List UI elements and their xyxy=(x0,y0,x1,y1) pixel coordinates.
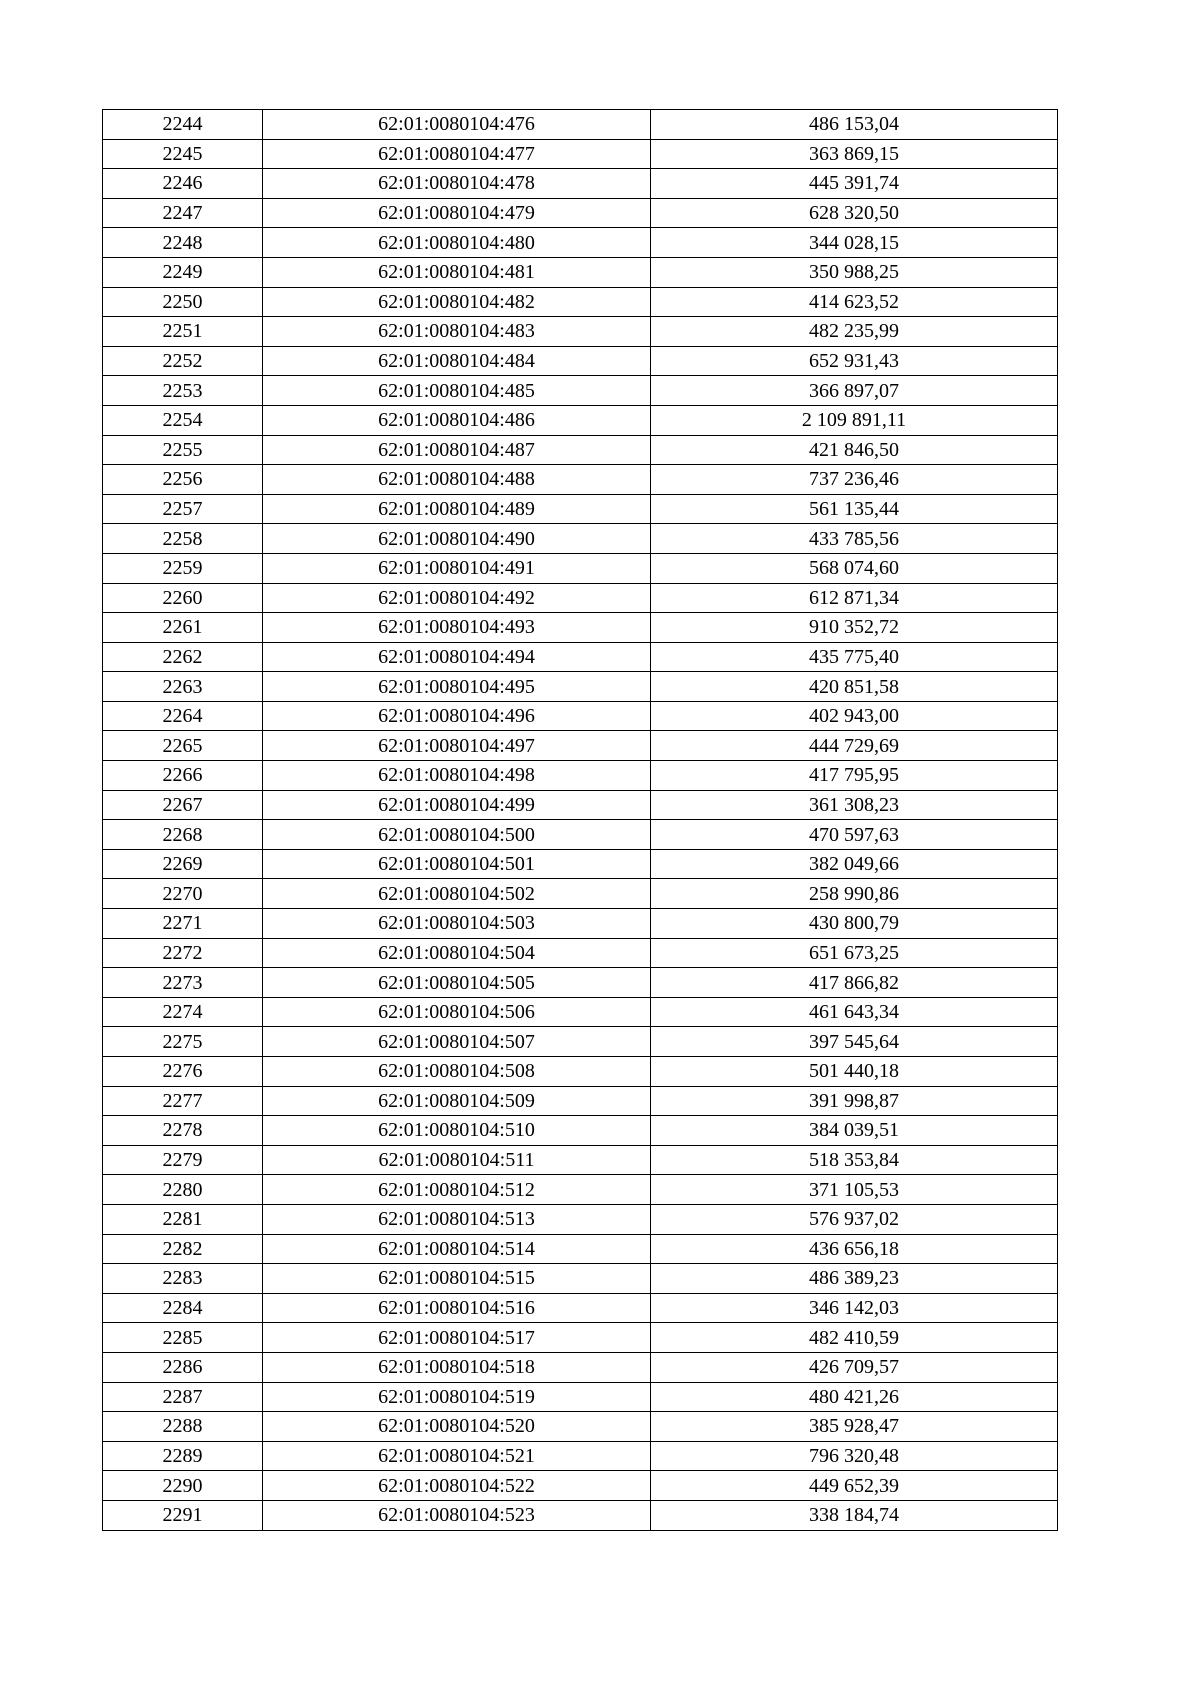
row-number-cell: 2252 xyxy=(103,346,263,376)
table-row xyxy=(103,1027,1058,1057)
cadastral-number-cell: 62:01:0080104:477 xyxy=(263,139,651,169)
cadastral-number-cell: 62:01:0080104:495 xyxy=(263,672,651,702)
cadastral-value-cell: 361 308,23 xyxy=(651,790,1058,820)
row-number-cell: 2260 xyxy=(103,583,263,613)
cadastral-value-cell: 363 869,15 xyxy=(651,139,1058,169)
table-row xyxy=(103,1500,1058,1530)
cadastral-number-cell: 62:01:0080104:517 xyxy=(263,1323,651,1353)
table-row xyxy=(103,465,1058,495)
row-number-cell: 2291 xyxy=(103,1500,263,1530)
cadastral-value-cell: 436 656,18 xyxy=(651,1234,1058,1264)
table-row xyxy=(103,909,1058,939)
table-row xyxy=(103,169,1058,199)
row-number-cell: 2264 xyxy=(103,701,263,731)
cadastral-value-cell: 417 795,95 xyxy=(651,761,1058,791)
row-number-cell: 2247 xyxy=(103,198,263,228)
table-row xyxy=(103,317,1058,347)
table-row xyxy=(103,731,1058,761)
cadastral-value-table xyxy=(102,109,1058,1531)
table-row xyxy=(103,1086,1058,1116)
row-number-cell: 2271 xyxy=(103,909,263,939)
table-row xyxy=(103,435,1058,465)
cadastral-number-cell: 62:01:0080104:488 xyxy=(263,465,651,495)
row-number-cell: 2262 xyxy=(103,642,263,672)
cadastral-value-cell: 384 039,51 xyxy=(651,1116,1058,1146)
table-row xyxy=(103,139,1058,169)
table-row xyxy=(103,110,1058,140)
cadastral-number-cell: 62:01:0080104:520 xyxy=(263,1412,651,1442)
table-row xyxy=(103,1116,1058,1146)
row-number-cell: 2275 xyxy=(103,1027,263,1057)
table-row xyxy=(103,1234,1058,1264)
cadastral-number-cell: 62:01:0080104:497 xyxy=(263,731,651,761)
row-number-cell: 2288 xyxy=(103,1412,263,1442)
row-number-cell: 2258 xyxy=(103,524,263,554)
cadastral-number-cell: 62:01:0080104:486 xyxy=(263,405,651,435)
cadastral-value-cell: 445 391,74 xyxy=(651,169,1058,199)
row-number-cell: 2279 xyxy=(103,1145,263,1175)
cadastral-number-cell: 62:01:0080104:510 xyxy=(263,1116,651,1146)
cadastral-value-cell: 796 320,48 xyxy=(651,1441,1058,1471)
table-row xyxy=(103,1352,1058,1382)
row-number-cell: 2280 xyxy=(103,1175,263,1205)
table-row xyxy=(103,1382,1058,1412)
cadastral-number-cell: 62:01:0080104:521 xyxy=(263,1441,651,1471)
row-number-cell: 2246 xyxy=(103,169,263,199)
row-number-cell: 2257 xyxy=(103,494,263,524)
table-row xyxy=(103,879,1058,909)
table-row xyxy=(103,701,1058,731)
cadastral-number-cell: 62:01:0080104:492 xyxy=(263,583,651,613)
row-number-cell: 2282 xyxy=(103,1234,263,1264)
cadastral-value-cell: 385 928,47 xyxy=(651,1412,1058,1442)
table-row xyxy=(103,228,1058,258)
cadastral-value-cell: 501 440,18 xyxy=(651,1057,1058,1087)
cadastral-number-cell: 62:01:0080104:480 xyxy=(263,228,651,258)
table-row xyxy=(103,820,1058,850)
table-row xyxy=(103,1293,1058,1323)
row-number-cell: 2270 xyxy=(103,879,263,909)
cadastral-number-cell: 62:01:0080104:499 xyxy=(263,790,651,820)
row-number-cell: 2254 xyxy=(103,405,263,435)
cadastral-number-cell: 62:01:0080104:519 xyxy=(263,1382,651,1412)
cadastral-number-cell: 62:01:0080104:500 xyxy=(263,820,651,850)
cadastral-number-cell: 62:01:0080104:505 xyxy=(263,968,651,998)
cadastral-value-cell: 417 866,82 xyxy=(651,968,1058,998)
cadastral-number-cell: 62:01:0080104:518 xyxy=(263,1352,651,1382)
row-number-cell: 2283 xyxy=(103,1264,263,1294)
row-number-cell: 2277 xyxy=(103,1086,263,1116)
cadastral-value-cell: 420 851,58 xyxy=(651,672,1058,702)
cadastral-value-cell: 910 352,72 xyxy=(651,613,1058,643)
row-number-cell: 2281 xyxy=(103,1204,263,1234)
row-number-cell: 2245 xyxy=(103,139,263,169)
row-number-cell: 2284 xyxy=(103,1293,263,1323)
row-number-cell: 2256 xyxy=(103,465,263,495)
cadastral-number-cell: 62:01:0080104:496 xyxy=(263,701,651,731)
cadastral-value-cell: 482 410,59 xyxy=(651,1323,1058,1353)
cadastral-number-cell: 62:01:0080104:511 xyxy=(263,1145,651,1175)
cadastral-number-cell: 62:01:0080104:490 xyxy=(263,524,651,554)
cadastral-value-cell: 402 943,00 xyxy=(651,701,1058,731)
table-row xyxy=(103,346,1058,376)
row-number-cell: 2285 xyxy=(103,1323,263,1353)
row-number-cell: 2251 xyxy=(103,317,263,347)
table-row xyxy=(103,938,1058,968)
row-number-cell: 2267 xyxy=(103,790,263,820)
row-number-cell: 2259 xyxy=(103,553,263,583)
row-number-cell: 2249 xyxy=(103,257,263,287)
row-number-cell: 2250 xyxy=(103,287,263,317)
cadastral-value-cell: 470 597,63 xyxy=(651,820,1058,850)
cadastral-number-cell: 62:01:0080104:508 xyxy=(263,1057,651,1087)
cadastral-number-cell: 62:01:0080104:503 xyxy=(263,909,651,939)
cadastral-number-cell: 62:01:0080104:506 xyxy=(263,997,651,1027)
table-row xyxy=(103,613,1058,643)
row-number-cell: 2289 xyxy=(103,1441,263,1471)
cadastral-value-cell: 737 236,46 xyxy=(651,465,1058,495)
row-number-cell: 2268 xyxy=(103,820,263,850)
table-row xyxy=(103,1264,1058,1294)
cadastral-value-cell: 430 800,79 xyxy=(651,909,1058,939)
cadastral-number-cell: 62:01:0080104:504 xyxy=(263,938,651,968)
table-row xyxy=(103,405,1058,435)
cadastral-value-cell: 652 931,43 xyxy=(651,346,1058,376)
table-row xyxy=(103,1057,1058,1087)
cadastral-value-cell: 344 028,15 xyxy=(651,228,1058,258)
cadastral-number-cell: 62:01:0080104:494 xyxy=(263,642,651,672)
cadastral-value-cell: 518 353,84 xyxy=(651,1145,1058,1175)
cadastral-value-cell: 561 135,44 xyxy=(651,494,1058,524)
cadastral-number-cell: 62:01:0080104:514 xyxy=(263,1234,651,1264)
cadastral-value-cell: 382 049,66 xyxy=(651,849,1058,879)
cadastral-number-cell: 62:01:0080104:515 xyxy=(263,1264,651,1294)
cadastral-value-cell: 366 897,07 xyxy=(651,376,1058,406)
cadastral-number-cell: 62:01:0080104:484 xyxy=(263,346,651,376)
row-number-cell: 2266 xyxy=(103,761,263,791)
cadastral-number-cell: 62:01:0080104:481 xyxy=(263,257,651,287)
table-row xyxy=(103,524,1058,554)
cadastral-number-cell: 62:01:0080104:487 xyxy=(263,435,651,465)
cadastral-number-cell: 62:01:0080104:489 xyxy=(263,494,651,524)
cadastral-number-cell: 62:01:0080104:516 xyxy=(263,1293,651,1323)
cadastral-value-cell: 433 785,56 xyxy=(651,524,1058,554)
table-row xyxy=(103,1471,1058,1501)
cadastral-number-cell: 62:01:0080104:522 xyxy=(263,1471,651,1501)
row-number-cell: 2274 xyxy=(103,997,263,1027)
cadastral-number-cell: 62:01:0080104:479 xyxy=(263,198,651,228)
cadastral-number-cell: 62:01:0080104:507 xyxy=(263,1027,651,1057)
row-number-cell: 2265 xyxy=(103,731,263,761)
cadastral-value-cell: 482 235,99 xyxy=(651,317,1058,347)
cadastral-value-cell: 426 709,57 xyxy=(651,1352,1058,1382)
cadastral-value-cell: 338 184,74 xyxy=(651,1500,1058,1530)
row-number-cell: 2273 xyxy=(103,968,263,998)
cadastral-value-cell: 449 652,39 xyxy=(651,1471,1058,1501)
table-row xyxy=(103,583,1058,613)
table-row xyxy=(103,1412,1058,1442)
cadastral-value-cell: 480 421,26 xyxy=(651,1382,1058,1412)
table-row xyxy=(103,790,1058,820)
cadastral-value-cell: 486 153,04 xyxy=(651,110,1058,140)
cadastral-number-cell: 62:01:0080104:502 xyxy=(263,879,651,909)
cadastral-value-cell: 414 623,52 xyxy=(651,287,1058,317)
cadastral-value-cell: 486 389,23 xyxy=(651,1264,1058,1294)
table-row xyxy=(103,1145,1058,1175)
table-row xyxy=(103,494,1058,524)
cadastral-value-cell: 397 545,64 xyxy=(651,1027,1058,1057)
table-row xyxy=(103,761,1058,791)
row-number-cell: 2269 xyxy=(103,849,263,879)
table-row xyxy=(103,1323,1058,1353)
row-number-cell: 2253 xyxy=(103,376,263,406)
cadastral-value-cell: 346 142,03 xyxy=(651,1293,1058,1323)
row-number-cell: 2255 xyxy=(103,435,263,465)
row-number-cell: 2272 xyxy=(103,938,263,968)
cadastral-value-cell: 421 846,50 xyxy=(651,435,1058,465)
table-row xyxy=(103,672,1058,702)
table-body xyxy=(103,110,1058,1531)
cadastral-value-cell: 435 775,40 xyxy=(651,642,1058,672)
cadastral-number-cell: 62:01:0080104:501 xyxy=(263,849,651,879)
cadastral-number-cell: 62:01:0080104:493 xyxy=(263,613,651,643)
table-row xyxy=(103,257,1058,287)
cadastral-value-cell: 258 990,86 xyxy=(651,879,1058,909)
cadastral-number-cell: 62:01:0080104:498 xyxy=(263,761,651,791)
row-number-cell: 2290 xyxy=(103,1471,263,1501)
cadastral-number-cell: 62:01:0080104:483 xyxy=(263,317,651,347)
table-row xyxy=(103,1175,1058,1205)
row-number-cell: 2286 xyxy=(103,1352,263,1382)
row-number-cell: 2261 xyxy=(103,613,263,643)
table-row xyxy=(103,849,1058,879)
cadastral-number-cell: 62:01:0080104:491 xyxy=(263,553,651,583)
table-row xyxy=(103,376,1058,406)
row-number-cell: 2278 xyxy=(103,1116,263,1146)
cadastral-number-cell: 62:01:0080104:476 xyxy=(263,110,651,140)
table-row xyxy=(103,968,1058,998)
table-row xyxy=(103,198,1058,228)
cadastral-value-cell: 350 988,25 xyxy=(651,257,1058,287)
table-row xyxy=(103,642,1058,672)
cadastral-number-cell: 62:01:0080104:485 xyxy=(263,376,651,406)
cadastral-value-cell: 371 105,53 xyxy=(651,1175,1058,1205)
cadastral-number-cell: 62:01:0080104:482 xyxy=(263,287,651,317)
cadastral-number-cell: 62:01:0080104:509 xyxy=(263,1086,651,1116)
table-row xyxy=(103,553,1058,583)
cadastral-value-cell: 461 643,34 xyxy=(651,997,1058,1027)
cadastral-value-cell: 2 109 891,11 xyxy=(651,405,1058,435)
cadastral-value-cell: 576 937,02 xyxy=(651,1204,1058,1234)
row-number-cell: 2263 xyxy=(103,672,263,702)
cadastral-number-cell: 62:01:0080104:512 xyxy=(263,1175,651,1205)
table-row xyxy=(103,997,1058,1027)
cadastral-value-cell: 444 729,69 xyxy=(651,731,1058,761)
row-number-cell: 2248 xyxy=(103,228,263,258)
cadastral-value-cell: 391 998,87 xyxy=(651,1086,1058,1116)
row-number-cell: 2244 xyxy=(103,110,263,140)
row-number-cell: 2287 xyxy=(103,1382,263,1412)
row-number-cell: 2276 xyxy=(103,1057,263,1087)
cadastral-number-cell: 62:01:0080104:523 xyxy=(263,1500,651,1530)
table-row xyxy=(103,287,1058,317)
cadastral-value-cell: 568 074,60 xyxy=(651,553,1058,583)
table-row xyxy=(103,1441,1058,1471)
cadastral-value-cell: 612 871,34 xyxy=(651,583,1058,613)
cadastral-number-cell: 62:01:0080104:513 xyxy=(263,1204,651,1234)
cadastral-number-cell: 62:01:0080104:478 xyxy=(263,169,651,199)
cadastral-value-cell: 628 320,50 xyxy=(651,198,1058,228)
cadastral-value-cell: 651 673,25 xyxy=(651,938,1058,968)
table-row xyxy=(103,1204,1058,1234)
